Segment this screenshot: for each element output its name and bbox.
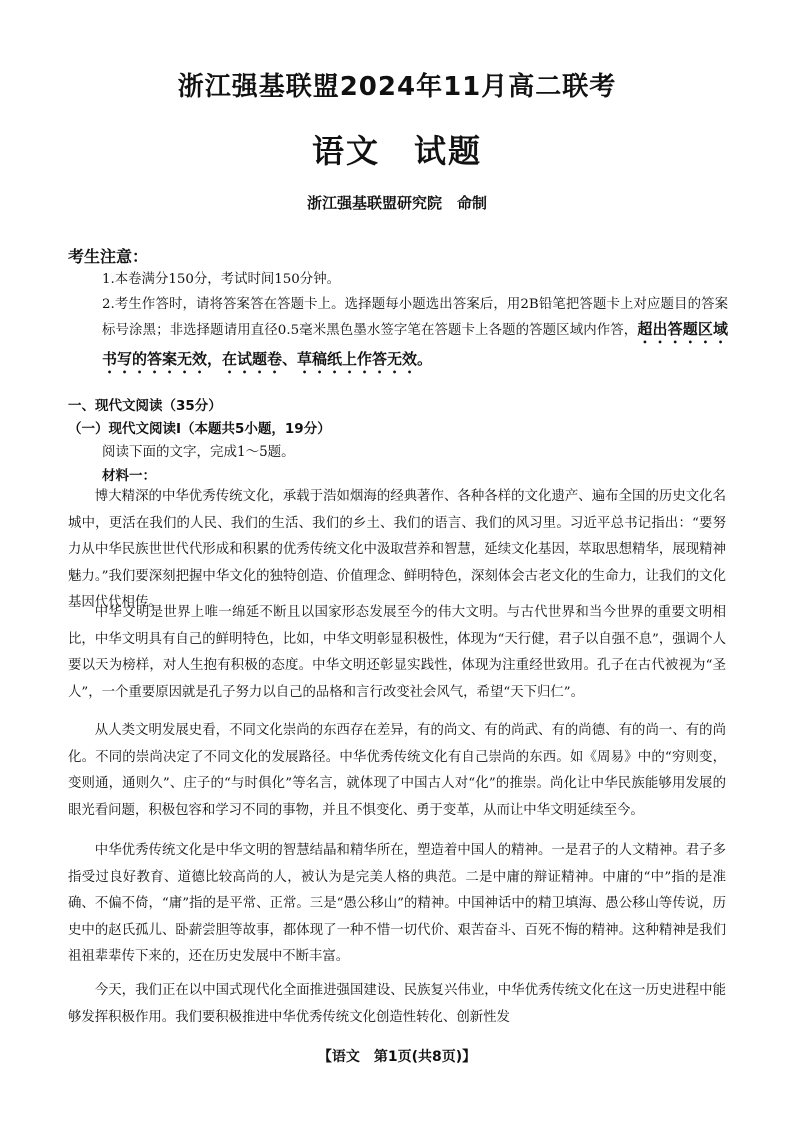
maker-line: 浙江强基联盟研究院 命制: [306, 194, 487, 212]
exam-title: 浙江强基联盟2024年11月高二联考: [177, 72, 617, 102]
paragraph-5: 今天，我们正在以中国式现代化全面推进强国建设、民族复兴伟业，中华优秀传统文化在这一历史进程中能够发挥积极作用。我们要积极推进中华优秀传统文化创造性转化、创新性发: [68, 983, 726, 1025]
material-label: 材料一：: [102, 468, 156, 484]
page-footer: 【语文 第1页(共8页)】: [317, 1049, 477, 1065]
paragraph-2: 中华文明是世界上唯一绵延不断且以国家形态发展至今的伟大文明。与古代世界和当今世界的重要文明相比，中华文明具有自己的鲜明特色，比如，中华文明彰显积极性，体现为“天行健，君子以自强不息”，强调个人要以天为榜样，对人生抱有积极的态度。中华文明还彰显实践性，体现为注重经世致用。孔子在古代被视为“圣人”，一个重要原因就是孔子努力以自己的品格和言行改变社会风气，希望“天下归仁”。: [68, 605, 726, 700]
subsection-heading: （一）现代文阅读Ⅰ（本题共5小题，19分）: [68, 421, 331, 437]
instruction-line: 阅读下面的文字，完成1～5题。: [102, 444, 295, 460]
notice-item-1: 1.本卷满分150分，考试时间150分钟。: [102, 272, 340, 287]
notice-item-2: [102, 292, 728, 377]
notice-emphasis: 超出答题区域书写的答案无效，在试题卷、草稿纸上作答无效。: [102, 320, 728, 368]
subject-title: 语文 试题: [311, 132, 482, 170]
section-heading: 一、现代文阅读（35分）: [68, 398, 222, 414]
notice-heading: 考生注意：: [68, 247, 149, 266]
paragraph-4: 中华优秀传统文化是中华文明的智慧结晶和精华所在，塑造着中国人的精神。一是君子的人文精神。君子多指受过良好教育、道德比较高尚的人，被认为是完美人格的典范。二是中庸的辩证精神。中庸的“中”指的是准确、不偏不倚，“庸”指的是平常、正常。三是“愚公移山”的精神。中国神话中的精卫填海、愚公移山等传说，历史中的赵氏孤儿、卧薪尝胆等故事，都体现了一种不惜一切代价、艰苦奋斗、百死不悔的精神。这种精神是我们祖祖辈辈传下来的，还在历史发展中不断丰富。: [68, 843, 726, 964]
paragraph-3: 从人类文明发展史看，不同文化崇尚的东西存在差异，有的尚文、有的尚武、有的尚德、有的尚一、有的尚化。不同的崇尚决定了不同文化的发展路径。中华优秀传统文化有自己崇尚的东西。如《周易》中的“穷则变，变则通，通则久”、庄子的“与时俱化”等名言，就体现了中国古人对“化”的推崇。尚化让中华民族能够用发展的眼光看问题，积极包容和学习不同的事物，并且不惧变化、勇于变革，从而让中华文明延续至今。: [68, 723, 726, 818]
notice-item-2-text: 2.考生作答时，请将答案答在答题卡上。选择题每小题选出答案后，用2B铅笔把答题卡上对应题目的答案标号涂黑；非选择题请用直径0.5毫米黑色墨水签字笔在答题卡上各题的答题区域内作答，: [102, 297, 728, 338]
paragraph-1: 博大精深的中华优秀传统文化，承载于浩如烟海的经典著作、各种各样的文化遗产、遍布全国的历史文化名城中，更活在我们的人民、我们的生活、我们的乡土、我们的语言、我们的风习里。习近平总书记指出：“要努力从中华民族世世代代形成和积累的优秀传统文化中汲取营养和智慧，延续文化基因，萃取思想精华，展现精神魅力。”我们要深刻把握中华文化的独特创造、价值理念、鲜明特色，深刻体会古老文化的生命力，让我们的文化基因代代相传。: [68, 489, 726, 610]
